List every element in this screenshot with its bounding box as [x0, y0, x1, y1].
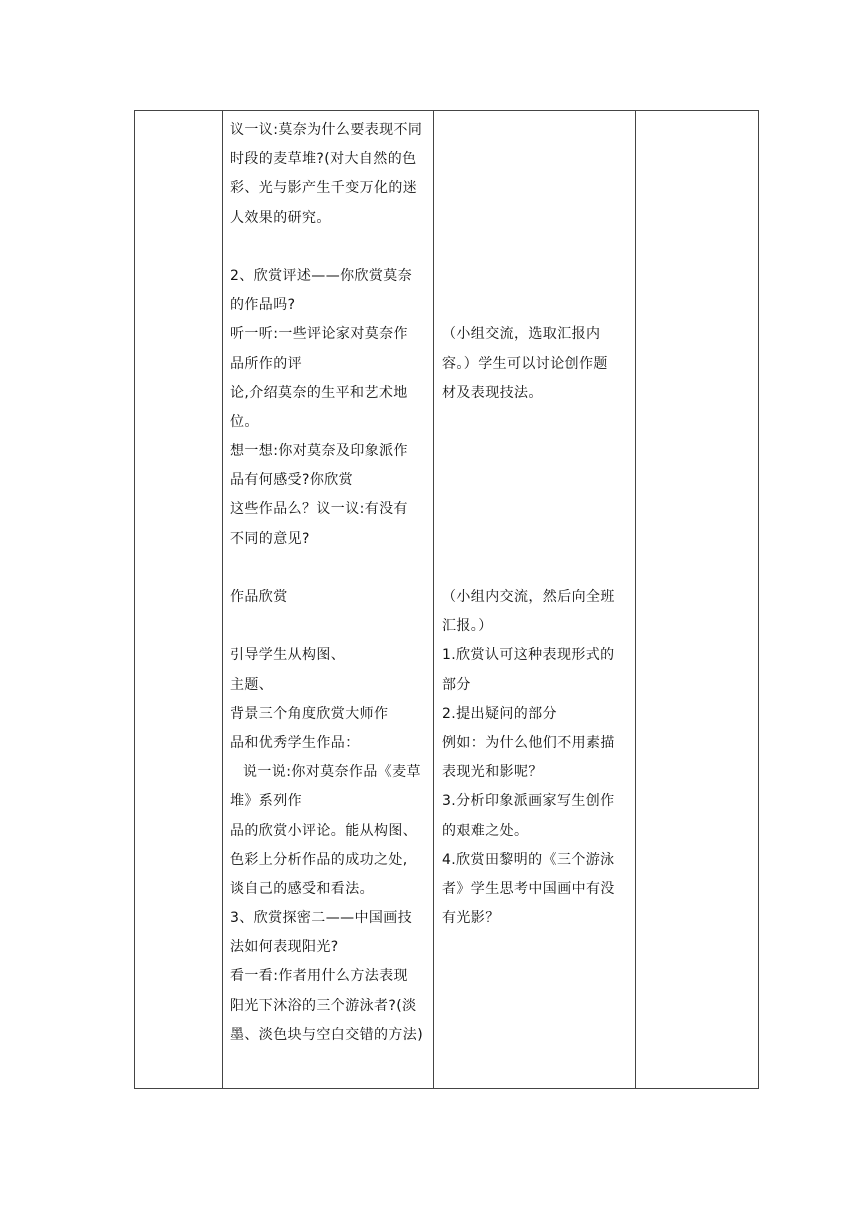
blank-line: [442, 495, 629, 524]
blank-line: [442, 174, 629, 203]
lesson-plan-table: [134, 110, 759, 1089]
teacher-line: 看一看:作者用什么方法表现: [230, 968, 408, 985]
student-line: 者》学生思考中国画中有没: [442, 880, 615, 897]
teacher-line: 不同的意见?: [230, 530, 310, 547]
teacher-line: 2、欣赏评述——你欣赏莫奈: [230, 267, 413, 284]
teacher-line: 品有何感受?你欣赏: [230, 472, 354, 489]
teacher-line: 人效果的研究。: [230, 209, 331, 226]
teacher-line: 引导学生从构图、: [230, 647, 346, 664]
teacher-line: 听一听:一些评论家对莫奈作: [230, 326, 408, 343]
teacher-line: 法如何表现阳光?: [230, 939, 339, 956]
teacher-line: 品和优秀学生作品：: [230, 734, 360, 751]
column-divider: [635, 111, 636, 1088]
blank-line: [442, 525, 629, 554]
teacher-line: 3、欣赏探密二——中国画技: [230, 910, 413, 927]
student-line: 例如：为什么他们不用素描: [442, 734, 615, 751]
blank-line: [230, 233, 427, 262]
blank-line: [442, 116, 629, 145]
teacher-line: 色彩上分析作品的成功之处,: [230, 851, 408, 868]
student-line: （小组内交流，然后向全班: [442, 589, 615, 605]
blank-line: [230, 554, 427, 583]
teacher-line: 墨、淡色块与空白交错的方法): [230, 1026, 424, 1043]
blank-line: [442, 204, 629, 233]
student-line: 表现光和影呢？: [442, 764, 543, 781]
blank-line: [442, 262, 629, 291]
teacher-line: 主题、: [230, 676, 274, 693]
blank-line: [442, 437, 629, 466]
blank-line: [442, 291, 629, 320]
section-title: 作品欣赏: [230, 589, 288, 605]
student-line: 2.提出疑问的部分: [442, 705, 557, 722]
student-line: 1.欣赏认可这种表现形式的: [442, 647, 615, 664]
student-line: 4.欣赏田黎明的《三个游泳: [442, 851, 615, 868]
teacher-activity-cell: [223, 111, 433, 1088]
teacher-line: 位。: [230, 413, 259, 430]
student-activity-cell: [434, 111, 635, 1088]
blank-line: [230, 612, 427, 641]
blank-line: [442, 233, 629, 262]
teacher-line: 品的欣赏小评论。能从构图、: [230, 822, 418, 839]
student-line: 材及表现技法。: [442, 384, 543, 401]
blank-line: [442, 145, 629, 174]
teacher-line: 堆》系列作: [230, 793, 302, 810]
teacher-line: 品所作的评: [230, 355, 302, 372]
empty-last-column-cell: [135, 111, 148, 1088]
teacher-line: 的作品吗?: [230, 297, 296, 314]
blank-line: [442, 554, 629, 583]
teacher-line: 论,介绍莫奈的生平和艺术地: [230, 384, 408, 401]
teacher-line: 彩、光与影产生千变万化的迷: [230, 180, 418, 197]
student-line: 3.分析印象派画家写生创作: [442, 793, 615, 810]
student-line: （小组交流，选取汇报内: [442, 326, 601, 343]
student-line: 容。）学生可以讨论创作题: [442, 355, 608, 372]
student-line: 有光影？: [442, 910, 500, 927]
teacher-line: 背景三个角度欣赏大师作: [230, 705, 389, 722]
teacher-line: 阳光下沐浴的三个游泳者?(淡: [230, 997, 417, 1014]
teacher-line: 说一说:你对莫奈作品《麦草: [243, 764, 421, 781]
teacher-line: 议一议:莫奈为什么要表现不同: [230, 122, 423, 138]
blank-line: [442, 408, 629, 437]
blank-line: [442, 466, 629, 495]
teacher-line: 这些作品么？议一议:有没有: [230, 501, 408, 518]
student-line: 的艰难之处。: [442, 822, 529, 839]
student-line: 部分: [442, 676, 471, 693]
teacher-line: 谈自己的感受和看法。: [230, 880, 374, 897]
student-line: 汇报。）: [442, 618, 493, 635]
teacher-line: 想一想:你对莫奈及印象派作: [230, 443, 408, 460]
teacher-line: 时段的麦草堆?(对大自然的色: [230, 151, 417, 168]
